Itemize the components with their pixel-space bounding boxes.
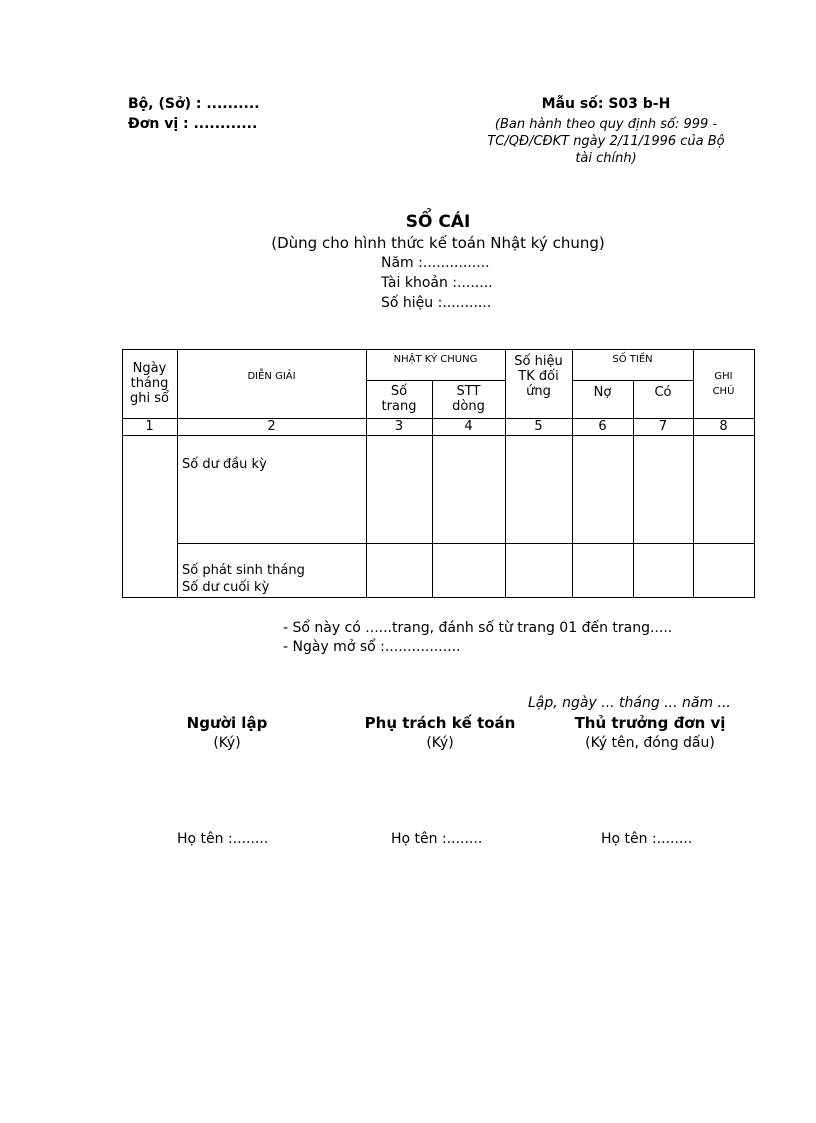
col-number: 4 (464, 419, 473, 434)
opening-date-note: - Ngày mở sổ :................. (283, 639, 461, 655)
period-movement-row: Số phát sinh tháng (182, 563, 305, 578)
col-number: 5 (534, 419, 543, 434)
chief-accountant-name-field: Họ tên :........ (391, 831, 483, 847)
chief-accountant-title: Phụ trách kế toán (364, 714, 516, 732)
col-header-date: Ngày tháng ghi sổ (130, 361, 169, 406)
ministry-label: Bộ, (Sở) : .......... (128, 96, 260, 112)
account-field: Tài khoản :........ (381, 275, 493, 291)
opening-balance-row: Số dư đầu kỳ (182, 457, 267, 472)
col-header-general-journal: NHẬT KÝ CHUNG (393, 353, 478, 365)
col-number: 1 (145, 419, 154, 434)
issuance-line-3: tài chính) (575, 151, 637, 166)
col-header-credit: Có (654, 384, 672, 400)
preparer-title: Người lập (186, 714, 268, 732)
closing-balance-row: Số dư cuối kỳ (182, 580, 270, 595)
col-header-page-no: Số trang (381, 384, 417, 414)
col-header-amount: SỐ TIỀN (612, 353, 653, 365)
year-field: Năm :............... (381, 255, 490, 271)
col-number: 7 (658, 419, 668, 434)
col-header-debit: Nợ (593, 384, 612, 400)
unit-head-name-field: Họ tên :........ (601, 831, 693, 847)
issuance-line-1: (Ban hành theo quy định số: 999 - (494, 117, 718, 132)
preparer-sign: (Ký) (213, 735, 241, 751)
issuance-note (456, 116, 756, 167)
form-number: Mẫu số: S03 b-H (541, 96, 671, 112)
col-header-line-no: STT dòng (452, 384, 485, 414)
col-number: 8 (719, 419, 728, 434)
unit-head-title: Thủ trưởng đơn vị (574, 714, 726, 732)
col-header-description: DIỄN GIẢI (247, 370, 296, 382)
col-number: 3 (394, 419, 404, 434)
preparer-name-field: Họ tên :........ (177, 831, 269, 847)
unit-head-sign: (Ký tên, đóng dấu) (585, 735, 715, 751)
signing-date: Lập, ngày ... tháng ... năm ... (528, 695, 731, 711)
col-header-contra-account: Số hiệu TK đối ứng (514, 353, 563, 399)
issuance-line-2: TC/QĐ/CĐKT ngày 2/11/1996 của Bộ (487, 134, 725, 149)
page-count-note: - Sổ này có ......trang, đánh số từ trang 01 đến trang..... (283, 620, 673, 636)
page-subtitle: (Dùng cho hình thức kế toán Nhật ký chung) (271, 234, 605, 252)
col-header-notes: GHI CHÚ (712, 370, 735, 397)
unit-label: Đơn vị : ............ (128, 116, 258, 132)
col-number: 2 (267, 419, 276, 434)
chief-accountant-sign: (Ký) (426, 735, 454, 751)
col-number: 6 (598, 419, 607, 434)
page-title: SỔ CÁI (405, 212, 471, 232)
account-number-field: Số hiệu :........... (381, 295, 492, 311)
